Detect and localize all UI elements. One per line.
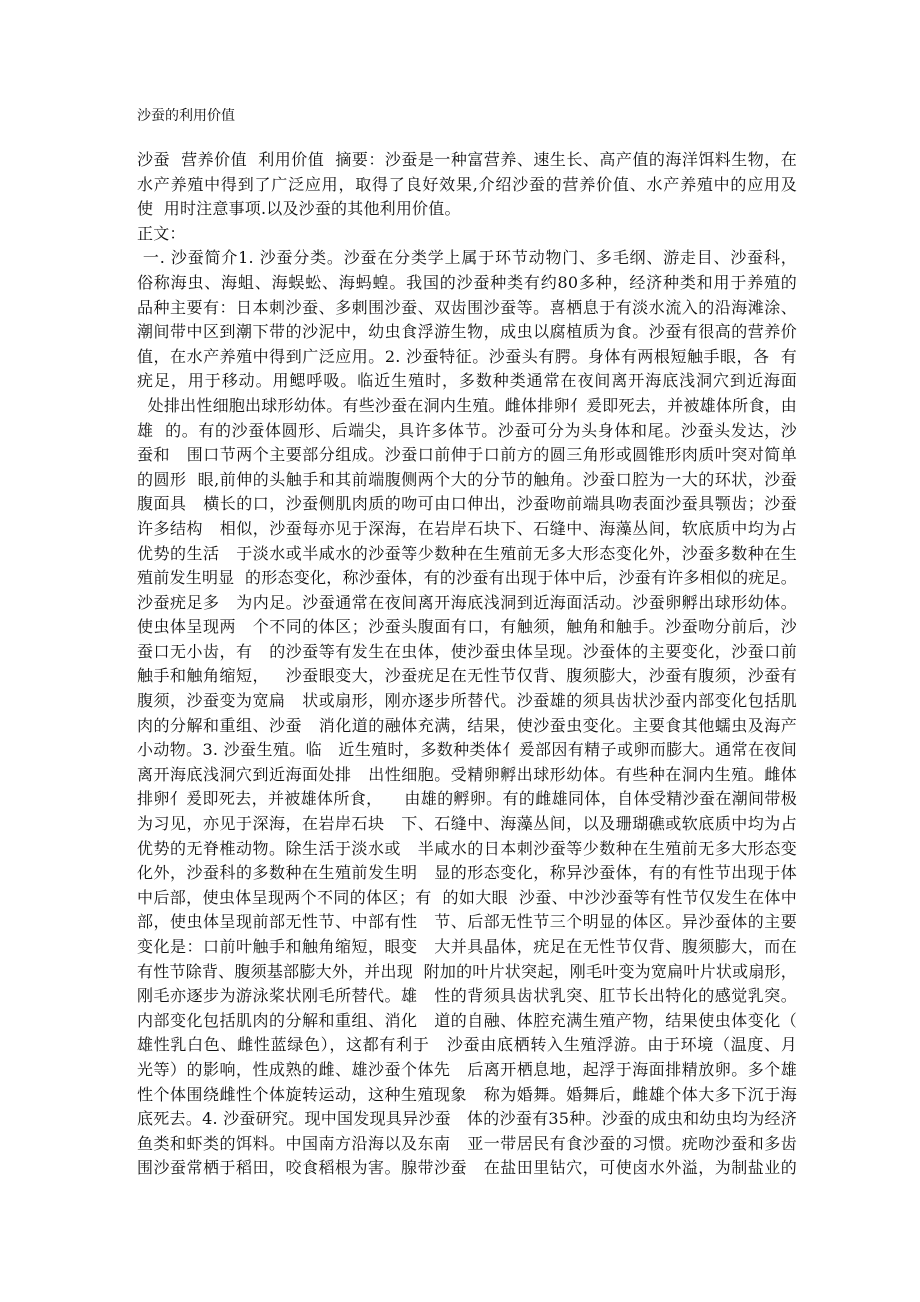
- body-line: 排卵亻爰即死去，并被雄体所食， 由雄的孵卵。有的雌雄同体，自体受精沙蚕在潮间带极: [137, 789, 797, 809]
- body-line: 中后部，使虫体呈现两个不同的体区；有 的如大眼 沙蚕、中沙沙蚕等有性节仅发生在体中: [137, 887, 797, 907]
- body-line: 的圆形 眼,前伸的头触手和其前端腹侧两个大的分节的触角。沙蚕口腔为一大的环状，沙蚕: [137, 469, 797, 489]
- body-line: 化外，沙蚕科的多数种在生殖前发生明 显的形态变化，称异沙蚕体，有的有性节出现于体: [137, 863, 797, 883]
- body-line: 底死去。4. 沙蚕研究。现中国发现具异沙蚕 体的沙蚕有35种。沙蚕的成虫和幼虫均为经济: [137, 1109, 797, 1129]
- body-line: 俗称海虫、海蛆、海蜈蚣、海蚂蝗。我国的沙蚕种类有约80多种，经济种类和用于养殖的: [137, 272, 797, 292]
- body-line: 蚕口无小齿，有 的沙蚕等有发生在虫体，使沙蚕虫体呈现。沙蚕体的主要变化，沙蚕口前: [137, 641, 797, 661]
- body-line: 刚毛亦逐步为游泳桨状刚毛所替代。雄 性的背须具齿状乳突、肛节长出特化的感觉乳突。: [137, 986, 797, 1006]
- body-line: 腹须，沙蚕变为宽扁 状或扇形，刚亦逐步所替代。沙蚕雄的须具齿状沙蚕内部变化包括肌: [137, 691, 797, 711]
- body-line: 水产养殖中得到了广泛应用，取得了良好效果,介绍沙蚕的营养价值、水产养殖中的应用及: [137, 174, 797, 194]
- body-line: 沙蚕疣足多 为内足。沙蚕通常在夜间离开海底浅洞到近海面活动。沙蚕卵孵出球形幼体。: [137, 592, 797, 612]
- document-body: [137, 148, 797, 1181]
- body-line: 正文：: [137, 223, 186, 243]
- body-line: 变化是：口前叶触手和触角缩短，眼变 大并具晶体，疣足在无性节仅背、腹须膨大，而在: [137, 937, 797, 956]
- body-line: 鱼类和虾类的饵料。中国南方沿海以及东南 亚一带居民有食沙蚕的习惯。疣吻沙蚕和多齿: [137, 1133, 797, 1153]
- body-line: 性个体围绕雌性个体旋转运动，这种生殖现象 称为婚舞。婚舞后，雌雄个体大多下沉于海: [137, 1084, 797, 1104]
- body-line: 雄性乳白色、雌性蓝绿色），这都有利于 沙蚕由底栖转入生殖浮游。由于环境（温度、月: [137, 1035, 797, 1055]
- body-line: 使虫体呈现两 个不同的体区；沙蚕头腹面有口，有触须，触角和触手。沙蚕吻分前后，沙: [137, 617, 797, 637]
- body-line: 围沙蚕常栖于稻田，咬食稻根为害。腺带沙蚕 在盐田里钻穴，可使卤水外溢，为制盐业的: [137, 1158, 797, 1178]
- body-line: 优势的无脊椎动物。除生活于淡水或 半咸水的日本刺沙蚕等少数种在生殖前无多大形态变: [137, 838, 797, 858]
- body-line: 腹面具 横长的口，沙蚕侧肌肉质的吻可由口伸出，沙蚕吻前端具吻表面沙蚕具颚齿；沙蚕: [137, 494, 797, 514]
- body-line: 内部变化包括肌肉的分解和重组、消化 道的自融、体腔充满生殖产物，结果使虫体变化（: [137, 1010, 797, 1030]
- body-line: 一. 沙蚕简介1. 沙蚕分类。沙蚕在分类学上属于环节动物门、多毛纲、游走目、沙蚕科，: [137, 248, 797, 268]
- body-line: 光等）的影响，性成熟的雌、雄沙蚕个体先 后离开栖息地，起浮于海面排精放卵。多个雄: [137, 1059, 797, 1079]
- body-line: 值，在水产养殖中得到广泛应用。2. 沙蚕特征。沙蚕头有腭。身体有两根短触手眼，各 有: [137, 346, 797, 366]
- body-line: 部，使虫体呈现前部无性节、中部有性 节、后部无性节三个明显的体区。异沙蚕体的主要: [137, 912, 797, 932]
- body-line: 潮间带中区到潮下带的沙泥中，幼虫食浮游生物，成虫以腐植质为食。沙蚕有很高的营养价: [137, 322, 797, 342]
- document-title: 沙蚕的利用价值: [137, 108, 235, 124]
- body-line: 品种主要有：日本刺沙蚕、多刺围沙蚕、双齿围沙蚕等。喜栖息于有淡水流入的沿海滩涂、: [137, 297, 797, 317]
- body-line: 沙蚕 营养价值 利用价值 摘要：沙蚕是一种富营养、速生长、高产值的海洋饵料生物，在: [137, 150, 797, 169]
- body-line: 肉的分解和重组、沙蚕 消化道的融体充满，结果，使沙蚕虫变化。主要食其他蠕虫及海产: [137, 715, 797, 735]
- body-line: 处排出性细胞出球形幼体。有些沙蚕在洞内生殖。雌体排卵亻爰即死去，并被雄体所食，由: [137, 395, 797, 415]
- body-line: 许多结构 相似，沙蚕每亦见于深海，在岩岸石块下、石缝中、海藻丛间，软底质中均为占: [137, 518, 797, 538]
- body-line: 离开海底浅洞穴到近海面处排 出性细胞。受精卵孵出球形幼体。有些种在洞内生殖。雌体: [137, 764, 797, 784]
- body-line: 触手和触角缩短， 沙蚕眼变大，沙蚕疣足在无性节仅背、腹须膨大，沙蚕有腹须，沙蚕有: [137, 666, 797, 686]
- body-line: 雄 的。有的沙蚕体圆形、后端尖，具许多体节。沙蚕可分为头身体和尾。沙蚕头发达，沙: [137, 420, 797, 440]
- body-line: 疣足，用于移动。用鳃呼吸。临近生殖时，多数种类通常在夜间离开海底浅洞穴到近海面: [137, 371, 797, 391]
- body-line: 使 用时注意事项.以及沙蚕的其他利用价值。: [137, 199, 461, 219]
- body-line: 为习见，亦见于深海，在岩岸石块 下、石缝中、海藻丛间，以及珊瑚礁或软底质中均为占: [137, 814, 797, 834]
- body-line: 小动物。3. 沙蚕生殖。临 近生殖时，多数种类体亻爰部因有精子或卵而膨大。通常在夜间: [137, 740, 797, 760]
- body-line: 优势的生活 于淡水或半咸水的沙蚕等少数种在生殖前无多大形态变化外，沙蚕多数种在生: [137, 543, 797, 563]
- body-line: 殖前发生明显 的形态变化，称沙蚕体，有的沙蚕有出现于体中后，沙蚕有许多相似的疣足。: [137, 568, 797, 588]
- body-line: 蚕和 围口节两个主要部分组成。沙蚕口前伸于口前方的圆三角形或圆锥形肉质叶突对简单: [137, 445, 797, 465]
- body-line: 有性节除背、腹须基部膨大外，并出现 附加的叶片状突起，刚毛叶变为宽扁叶片状或扇形，: [137, 961, 797, 981]
